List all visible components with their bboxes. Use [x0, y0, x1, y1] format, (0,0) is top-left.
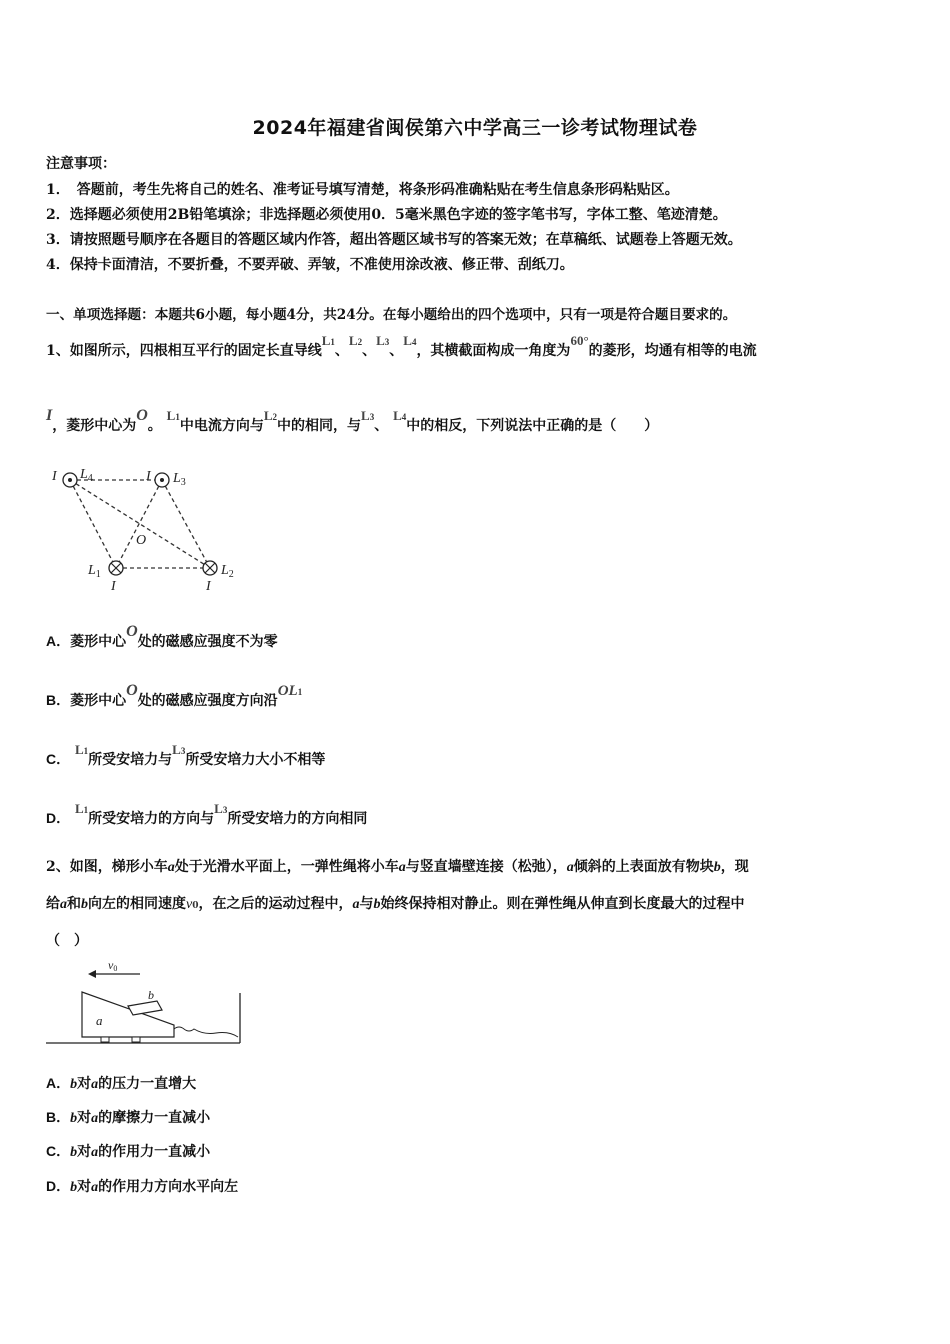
label-O: O — [136, 533, 147, 548]
notice-item: 3．请按照题号顺序在各题目的答题区域内作答，超出答题区域书写的答案无效；在草稿纸、试题卷上答题无效。 — [46, 232, 742, 248]
wire-L3-dot-icon — [155, 473, 169, 487]
wheel-icon — [101, 1037, 109, 1042]
label-I-L1: I — [111, 579, 116, 594]
section-heading: 一、单项选择题：本题共6小题，每小题4分，共24分。在每小题给出的四个选项中，只有一项是符合题目要求的。 — [46, 307, 737, 323]
rhombus-edge-right — [162, 480, 210, 568]
q1-option-b[interactable]: B．菱形中心O处的磁感应强度方向沿OL1 — [46, 682, 303, 709]
q2-stem-line2: 给a和b向左的相同速度v0，在之后的运动过程中，a与b始终保持相对静止。则在弹性绳从伸直到长度最大的过程中 — [46, 896, 745, 912]
q1-option-d[interactable]: D． L1所受安培力的方向与L3所受安培力的方向相同 — [46, 801, 368, 827]
label-L2: $L_2$ — [221, 563, 234, 580]
velocity-arrow-icon — [88, 970, 96, 978]
wire-L2-cross-icon — [203, 561, 217, 575]
q1-option-a[interactable]: A．菱形中心O处的磁感应强度不为零 — [46, 623, 278, 650]
notice-item: 2．选择题必须使用2B铅笔填涂；非选择题必须使用0．5毫米黑色字迹的签字笔书写，字体工整、笔迹清楚。 — [46, 207, 727, 223]
rhombus-diagonal — [70, 480, 210, 568]
notice-item: 4．保持卡面清洁，不要折叠，不要弄破、弄皱，不准使用涂改液、修正带、刮纸刀。 — [46, 257, 574, 273]
label-L1: $L_1$ — [88, 563, 101, 580]
wire-L1-cross-icon — [109, 561, 123, 575]
q2-stem-line1: 2、如图，梯形小车a处于光滑水平面上，一弹性绳将小车a与竖直墙壁连接（松弛），a倾斜的上表面放有物块b，现 — [46, 859, 749, 875]
label-L3: $L_3$ — [173, 471, 186, 488]
q2-option-d[interactable]: D．b对a的作用力方向水平向左 — [46, 1178, 239, 1195]
rhombus-diagonal — [116, 480, 162, 568]
notice-heading: 注意事项： — [46, 156, 116, 172]
q1-figure-rhombus — [48, 460, 248, 595]
q2-option-c[interactable]: C．b对a的作用力一直减小 — [46, 1143, 211, 1160]
label-a: a — [96, 1013, 103, 1028]
q1-stem-line1: 1、如图所示，四根相互平行的固定长直导线L1、L2、L3、L4，其横截面构成一角度为60°的菱形，均通有相等的电流 — [46, 333, 757, 359]
q2-option-b[interactable]: B．b对a的摩擦力一直减小 — [46, 1109, 211, 1126]
page-title: 2024年福建省闽侯第六中学高三一诊考试物理试卷 — [252, 117, 698, 139]
label-I-L3: I — [146, 469, 151, 484]
label-L4: $L_4$ — [80, 467, 93, 484]
q2-option-a[interactable]: A．b对a的压力一直增大 — [46, 1075, 197, 1092]
label-b: b — [148, 988, 154, 1002]
wheel-icon — [132, 1037, 140, 1042]
label-I-L2: I — [206, 579, 211, 594]
q1-option-c[interactable]: C． L1所受安培力与L3所受安培力大小不相等 — [46, 742, 326, 768]
label-I-L4: I — [52, 469, 57, 484]
q2-stem-line3: （ ） — [46, 933, 88, 949]
q2-figure-cart — [44, 955, 244, 1050]
wire-L4-dot-icon — [63, 473, 77, 487]
label-v0: v0 — [108, 958, 118, 973]
rhombus-edge-left — [70, 480, 116, 568]
elastic-rope — [174, 1027, 238, 1037]
notice-item: 1． 答题前，考生先将自己的姓名、准考证号填写清楚，将条形码准确粘贴在考生信息条形码粘贴区。 — [46, 182, 679, 198]
q1-stem-line2: I，菱形中心为O。 L1中电流方向与L2中的相同，与L3、 L4中的相反，下列说法中正确的是（ ） — [46, 407, 659, 434]
block-b — [128, 1001, 162, 1015]
